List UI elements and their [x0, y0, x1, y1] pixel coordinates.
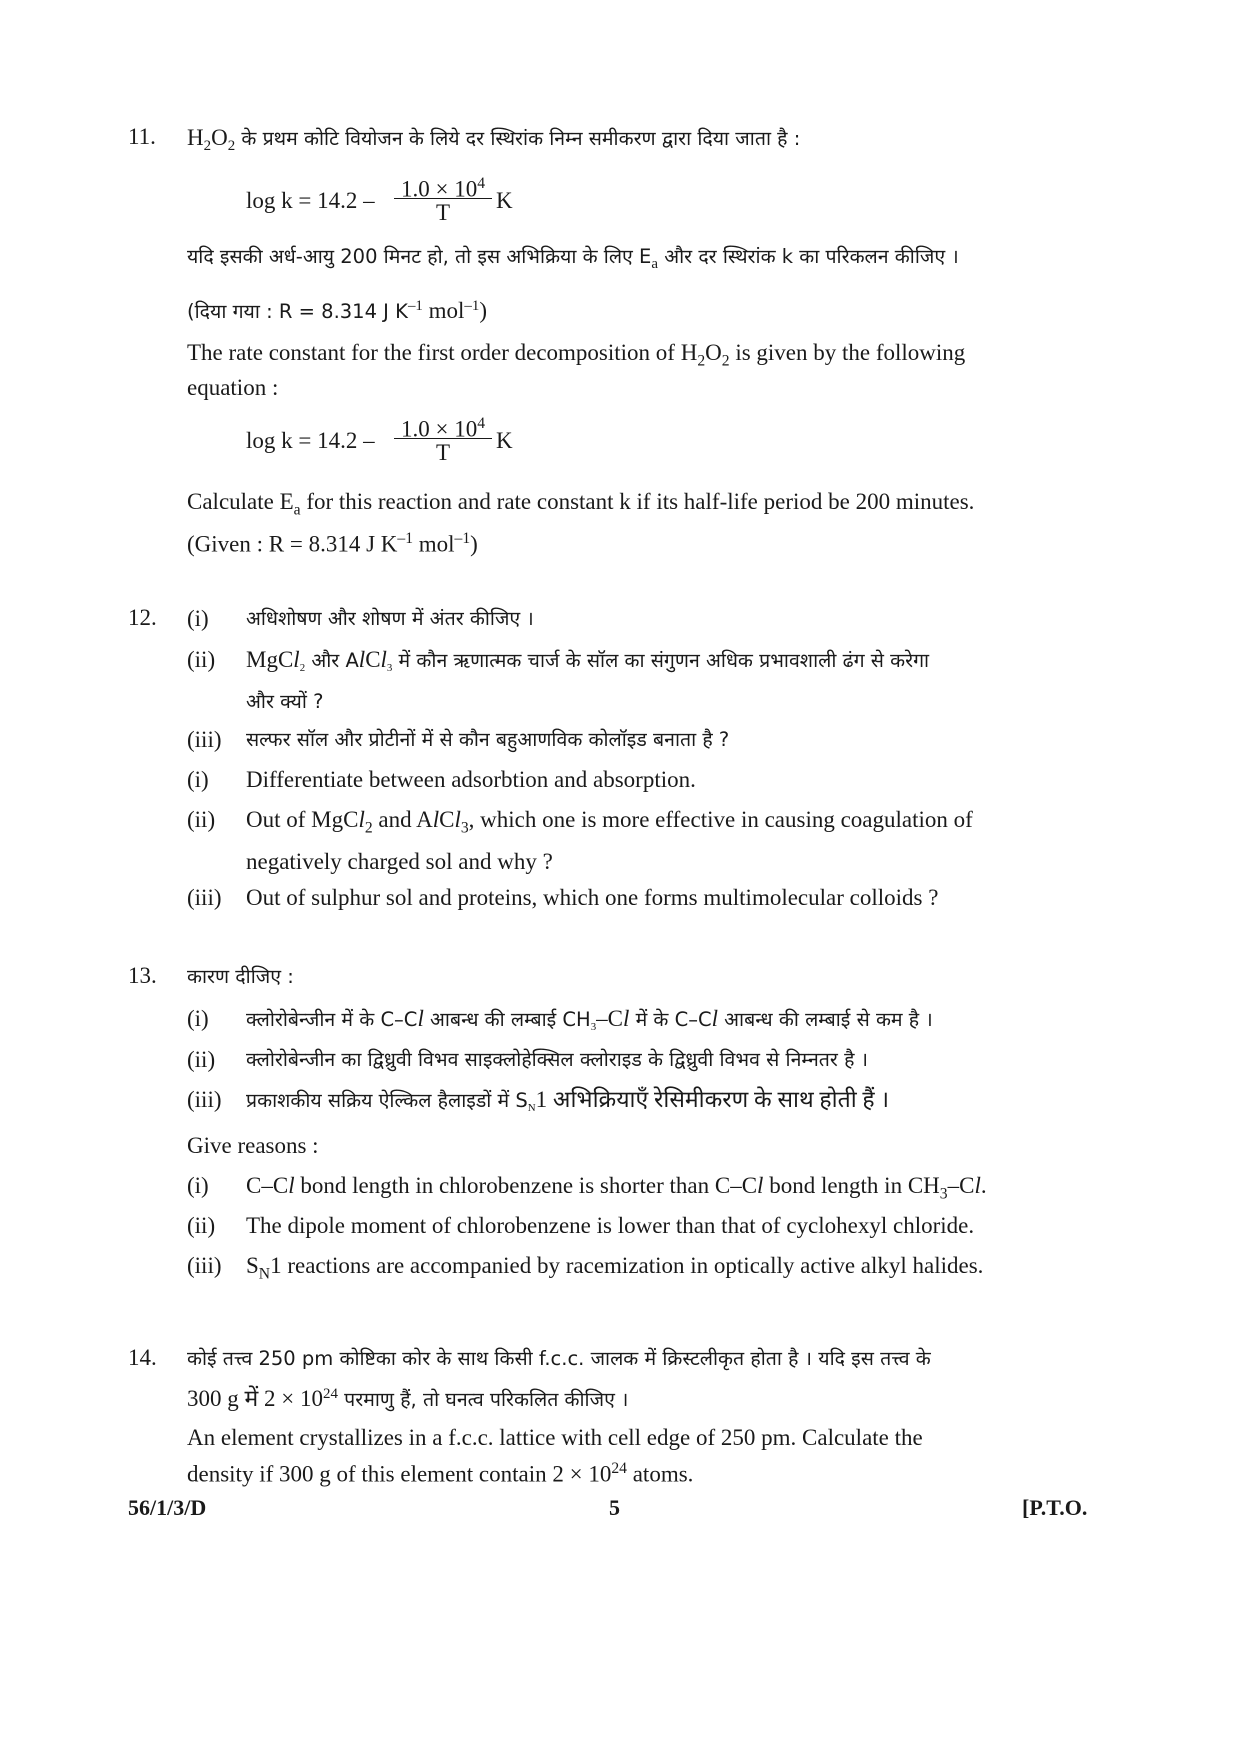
q11-english-question: Calculate $E_a$ for this reaction and rate constant k if its half-life period be 200 minutes.	[187, 489, 975, 519]
q11-hindi-given: (दिया गया : R = 8.314 J $K^{-1}$ mol$^{-1}$)	[187, 298, 488, 324]
q14-hindi-line-2: 300 g में $2 \times 10^{24}$ परमाणु हैं, तो घनत्व परिकलित कीजिए ।	[187, 1386, 629, 1412]
q11-hindi-statement: $H_2O_2$ के प्रथम कोटि वियोजन के लिये दर स्थिरांक निम्न समीकरण द्वारा दिया जाता है :	[187, 125, 801, 155]
exam-page: 11. $H_2O_2$ के प्रथम कोटि वियोजन के लिये दर स्थिरांक निम्न समीकरण द्वारा दिया जाता है : log k = 14.2 – $1.0 \times 10^4$ T K यदि इसकी अर्ध-आयु 200 मिनट हो, तो इस अभिक्रिया के लिए $E_a$ और दर स्थिरांक k का परिकलन कीजिए । (दिया गया : R = 8.314 J $K^{-1}$ mol$^{-1}$) The rate constant for the first order decomposition of $H_2O_2$ is given by the following equation : log k = 14.2 – $1.0 \times 10^4$ T K Calculate $E_a$ for this reaction and rate constant k if its half-life period be 200 minutes. (Given : R = 8.314 J $K^{-1}$ mol$^{-1}$) 12. (i) अधिशोषण और शोषण में अंतर कीजिए । (ii) MgCl$_2$ और AlCl$_3$ में कौन ऋणात्मक चार्ज के सॉल का संगुणन अधिक प्रभावशाली ढंग से करेगा और क्यों ? (iii) सल्फर सॉल और प्रोटीनों में से कौन बहुआणविक कोलॉइड बनाता है ? (i) Differentiate between adsorbtion and absorption. (ii) Out of MgCl$_2$ and AlCl$_3$, which one is more effective in causing coagulation of negatively charged sol and why ? (iii) Out of sulphur sol and proteins, which one forms multimolecular colloids ? 13. कारण दीजिए : (i) क्लोरोबेन्जीन में के C–Cl आबन्ध की लम्बाई $CH_3-Cl$ में के C–Cl आबन्ध की लम्बाई से कम है । (ii) क्लोरोबेन्जीन का द्विध्रुवी विभव साइक्लोहेक्सिल क्लोराइड के द्विध्रुवी विभव से निम्नतर है । (iii) प्रकाशकीय सक्रिय ऐल्किल हैलाइडों में $S_N1$ अभिक्रियाएँ रेसिमीकरण के साथ होती हैं । Give reasons : (i) C–Cl bond length in chlorobenzene is shorter than C–Cl bond length in $CH_3-Cl$. (ii) The dipole moment of chlorobenzene is lower than that of cyclohexyl chloride. (iii) $S_N1$ reactions are accompanied by racemization in optically active alkyl halides. 14. कोई तत्त्व 250 pm कोष्टिका कोर के साथ किसी f.c.c. जालक में क्रिस्टलीकृत होता है । यदि इस तत्त्व के 300 g में $2 \times 10^{24}$ परमाणु हैं, तो घनत्व परिकलित कीजिए । An element crystallizes in a f.c.c. lattice with cell edge of 250 pm. Calculate the density if 300 g of this element contain $2 \times 10^{24}$ atoms. 56/1/3/D 5 [P.T.O.	[0, 0, 1241, 1755]
question-number: 13.	[128, 963, 157, 988]
paper-code: 56/1/3/D	[128, 1495, 207, 1520]
q13-english-heading: Give reasons :	[187, 1133, 319, 1158]
q11-english-statement-cont: equation :	[187, 375, 279, 400]
q14-hindi-line-1: कोई तत्त्व 250 pm कोष्टिका कोर के साथ किसी f.c.c. जालक में क्रिस्टलीकृत होता है । यदि इस तत्त्व के	[187, 1347, 931, 1370]
question-number: 11.	[128, 124, 156, 149]
question-number: 14.	[128, 1345, 157, 1370]
q11-english-given: (Given : R = 8.314 J $K^{-1}$ mol$^{-1}$)	[187, 530, 478, 557]
please-turn-over: [P.T.O.	[1022, 1495, 1088, 1520]
question-number: 12.	[128, 605, 157, 630]
q13-hindi-heading: कारण दीजिए :	[187, 965, 294, 988]
q14-english-line-1: An element crystallizes in a f.c.c. lattice with cell edge of 250 pm. Calculate the	[187, 1425, 923, 1450]
page-number: 5	[609, 1495, 620, 1520]
q11-english-statement: The rate constant for the first order decomposition of $H_2O_2$ is given by the following	[187, 340, 966, 370]
q11-hindi-question: यदि इसकी अर्ध-आयु 200 मिनट हो, तो इस अभिक्रिया के लिए $E_a$ और दर स्थिरांक k का परिकलन कीजिए ।	[187, 245, 959, 273]
q14-english-line-2: density if 300 g of this element contain $2 \times 10^{24}$ atoms.	[187, 1460, 694, 1487]
